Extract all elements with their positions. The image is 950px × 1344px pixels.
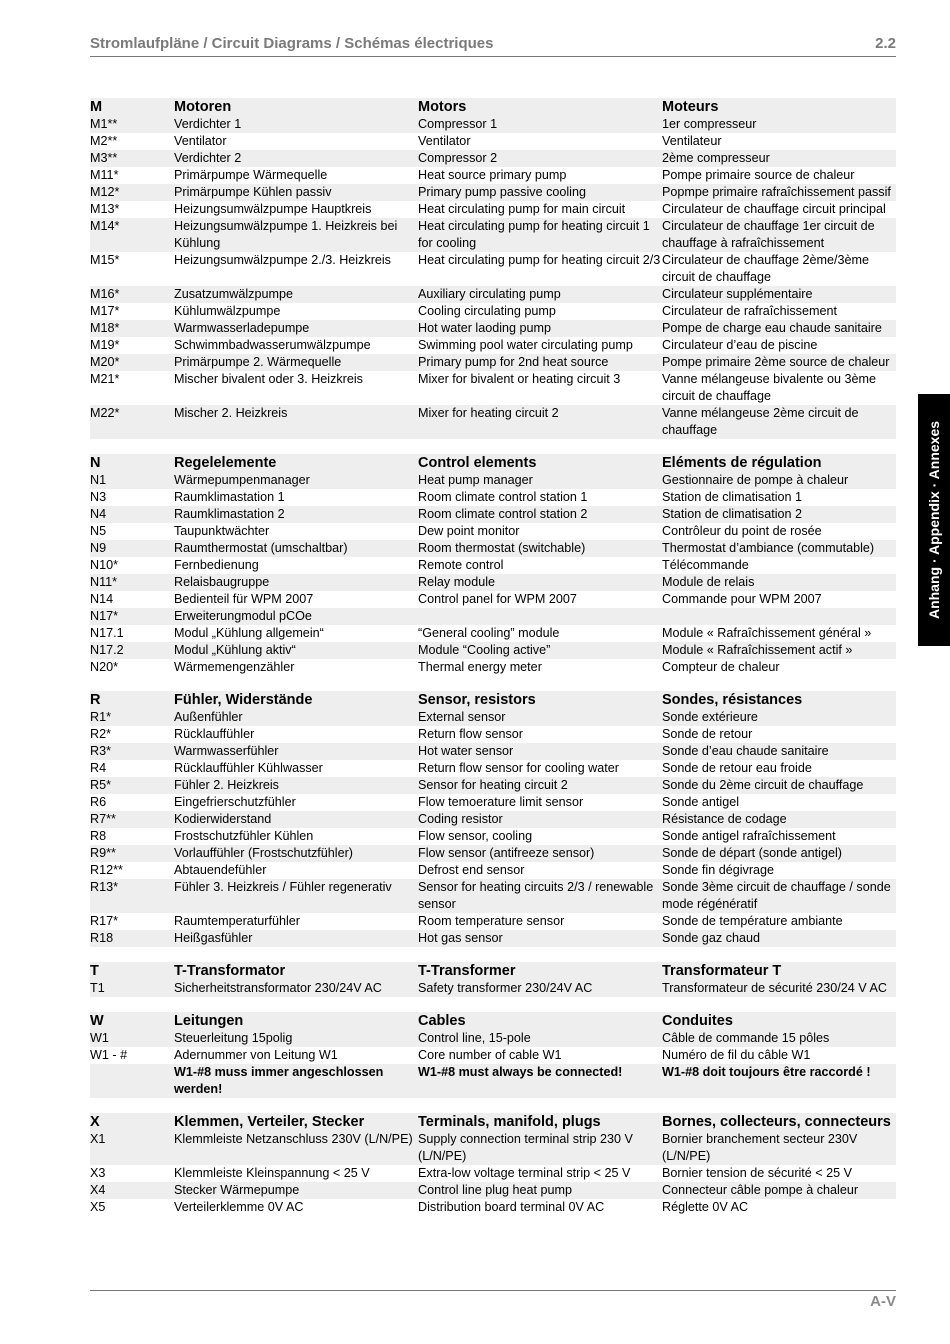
cell-french: Station de climatisation 2	[662, 507, 803, 521]
section-heading	[90, 691, 896, 709]
cell-french: Sonde antigel	[662, 795, 740, 809]
table-row	[90, 1182, 896, 1199]
cell-english: Primary pump for 2nd heat source	[418, 355, 609, 369]
table-row	[90, 150, 896, 167]
heading-designator: N	[90, 455, 101, 471]
cell-german: Verdichter 1	[174, 117, 242, 131]
table-row	[90, 828, 896, 845]
cell-designator: N9	[90, 541, 107, 555]
cell-designator: M13*	[90, 202, 120, 216]
table-row	[90, 557, 896, 574]
cell-french: Réglette 0V AC	[662, 1200, 749, 1214]
cell-french: 2ème compresseur	[662, 151, 770, 165]
cell-english: Flow temoerature limit sensor	[418, 795, 584, 809]
cell-german: Ventilator	[174, 134, 227, 148]
table-row	[90, 371, 896, 405]
cell-german: Heizungsumwälzpumpe Hauptkreis	[174, 202, 372, 216]
cell-german: Eingefrierschutzfühler	[174, 795, 296, 809]
table-row	[90, 1165, 896, 1182]
cell-french: Circulateur de rafraîchissement	[662, 304, 837, 318]
cell-french: Sonde fin dégivrage	[662, 863, 775, 877]
cell-designator: R4	[90, 761, 107, 775]
cell-french: Bornier tension de sécurité < 25 V	[662, 1166, 853, 1180]
table-row	[90, 133, 896, 150]
heading-designator: W	[90, 1013, 104, 1029]
cell-designator: R12**	[90, 863, 123, 877]
cell-designator: X4	[90, 1183, 106, 1197]
heading-english: T-Transformer	[418, 963, 516, 979]
cell-french: Pompe de charge eau chaude sanitaire	[662, 321, 882, 335]
table-row	[90, 642, 896, 659]
cell-designator: N3	[90, 490, 107, 504]
legend-table	[90, 98, 896, 1216]
cell-french: Sonde de départ (sonde antigel)	[662, 846, 842, 860]
table-row	[90, 506, 896, 523]
cell-english: W1-#8 must always be connected!	[418, 1065, 623, 1079]
section-r	[90, 691, 896, 947]
cell-french: Sonde gaz chaud	[662, 931, 761, 945]
heading-designator: R	[90, 692, 101, 708]
cell-german: Fühler 3. Heizkreis / Fühler regenerativ	[174, 880, 392, 894]
cell-french: Télécommande	[662, 558, 749, 572]
cell-french: Circulateur de chauffage circuit principal	[662, 202, 886, 216]
cell-designator: M20*	[90, 355, 120, 369]
table-row	[90, 523, 896, 540]
table-row	[90, 659, 896, 676]
footer-rule	[90, 1290, 896, 1291]
heading-german: Fühler, Widerstände	[174, 692, 313, 708]
cell-german: Warmwasserladepumpe	[174, 321, 310, 335]
cell-french: Transformateur de sécurité 230/24 V AC	[662, 981, 887, 995]
cell-german: Abtauendefühler	[174, 863, 267, 877]
cell-english: Auxiliary circulating pump	[418, 287, 561, 301]
cell-english: Control panel for WPM 2007	[418, 592, 577, 606]
heading-french: Moteurs	[662, 99, 719, 115]
cell-german: Sicherheitstransformator 230/24V AC	[174, 981, 382, 995]
table-row	[90, 726, 896, 743]
cell-designator: X5	[90, 1200, 106, 1214]
cell-german: Steuerleitung 15polig	[174, 1031, 293, 1045]
cell-french: Popmpe primaire rafraîchissement passif	[662, 185, 891, 199]
cell-german: Rücklauffühler Kühlwasser	[174, 761, 323, 775]
cell-english: Ventilator	[418, 134, 471, 148]
cell-english: External sensor	[418, 710, 506, 724]
cell-designator: M3**	[90, 151, 118, 165]
cell-english: Heat source primary pump	[418, 168, 567, 182]
table-row	[90, 574, 896, 591]
table-row	[90, 303, 896, 320]
table-row	[90, 320, 896, 337]
cell-designator: R18	[90, 931, 114, 945]
cell-french: Circulateur d’eau de piscine	[662, 338, 818, 352]
cell-german: Relaisbaugruppe	[174, 575, 270, 589]
section-number: 2.2	[875, 35, 896, 52]
cell-french: Sonde 3ème circuit de chauffage / sonde mode régénératif	[662, 880, 891, 911]
cell-french: Contrôleur du point de rosée	[662, 524, 822, 538]
heading-german: Klemmen, Verteiler, Stecker	[174, 1114, 365, 1130]
cell-english: Compressor 2	[418, 151, 498, 165]
table-row	[90, 845, 896, 862]
table-row	[90, 1047, 896, 1064]
cell-english: Mixer for bivalent or heating circuit 3	[418, 372, 621, 386]
cell-designator: M19*	[90, 338, 120, 352]
heading-english: Sensor, resistors	[418, 692, 536, 708]
table-row	[90, 218, 896, 252]
cell-english: Sensor for heating circuit 2	[418, 778, 568, 792]
cell-french: Sonde de température ambiante	[662, 914, 843, 928]
cell-french: Sonde de retour	[662, 727, 753, 741]
cell-french: Ventilateur	[662, 134, 722, 148]
heading-french: Sondes, résistances	[662, 692, 803, 708]
cell-designator: M14*	[90, 219, 120, 233]
cell-french: Vanne mélangeuse 2ème circuit de chauffage	[662, 406, 859, 437]
cell-designator: X1	[90, 1132, 106, 1146]
cell-german: W1-#8 muss immer angeschlossen werden!	[174, 1065, 384, 1096]
cell-english: Dew point monitor	[418, 524, 520, 538]
cell-english: Room temperature sensor	[418, 914, 565, 928]
cell-german: Kodierwiderstand	[174, 812, 272, 826]
cell-french: Module de relais	[662, 575, 755, 589]
cell-french: Sonde extérieure	[662, 710, 758, 724]
cell-german: Primärpumpe Wärmequelle	[174, 168, 328, 182]
cell-german: Zusatzumwälzpumpe	[174, 287, 293, 301]
side-tab-label: Anhang · Appendix · Annexes	[926, 420, 942, 620]
table-row	[90, 980, 896, 997]
cell-english: Flow sensor, cooling	[418, 829, 533, 843]
cell-german: Außenfühler	[174, 710, 243, 724]
cell-english: Coding resistor	[418, 812, 503, 826]
cell-english: Compressor 1	[418, 117, 498, 131]
table-row	[90, 472, 896, 489]
cell-english: Swimming pool water circulating pump	[418, 338, 633, 352]
cell-french: Station de climatisation 1	[662, 490, 803, 504]
cell-german: Klemmleiste Netzanschluss 230V (L/N/PE)	[174, 1132, 413, 1146]
cell-german: Heizungsumwälzpumpe 2./3. Heizkreis	[174, 253, 391, 267]
section-m	[90, 98, 896, 439]
cell-english: Cooling circulating pump	[418, 304, 556, 318]
heading-french: Conduites	[662, 1013, 733, 1029]
cell-english: Heat circulating pump for heating circuit 1 for cooling	[418, 219, 650, 250]
table-row	[90, 794, 896, 811]
cell-english: Heat pump manager	[418, 473, 533, 487]
heading-german: T-Transformator	[174, 963, 286, 979]
cell-german: Vorlauffühler (Frostschutzfühler)	[174, 846, 353, 860]
cell-english: Room climate control station 2	[418, 507, 588, 521]
section-heading	[90, 962, 896, 980]
table-row	[90, 201, 896, 218]
cell-german: Frostschutzfühler Kühlen	[174, 829, 314, 843]
cell-designator: N4	[90, 507, 107, 521]
cell-designator: N17*	[90, 609, 119, 623]
table-row	[90, 540, 896, 557]
cell-german: Warmwasserfühler	[174, 744, 279, 758]
table-row	[90, 608, 896, 625]
cell-english: Mixer for heating circuit 2	[418, 406, 559, 420]
cell-designator: R7**	[90, 812, 116, 826]
cell-english: Remote control	[418, 558, 504, 572]
cell-designator: M21*	[90, 372, 120, 386]
cell-german: Raumklimastation 1	[174, 490, 285, 504]
cell-english: Relay module	[418, 575, 496, 589]
cell-designator: N17.2	[90, 643, 124, 657]
cell-english: Distribution board terminal 0V AC	[418, 1200, 605, 1214]
cell-designator: N17.1	[90, 626, 124, 640]
table-row	[90, 913, 896, 930]
cell-designator: M12*	[90, 185, 120, 199]
cell-german: Wärmepumpenmanager	[174, 473, 310, 487]
cell-designator: R8	[90, 829, 107, 843]
cell-french: Câble de commande 15 pôles	[662, 1031, 830, 1045]
cell-english: Heat circulating pump for heating circuit 2/3	[418, 253, 661, 267]
table-row	[90, 489, 896, 506]
cell-designator: R6	[90, 795, 107, 809]
cell-german: Primärpumpe Kühlen passiv	[174, 185, 332, 199]
cell-english: Safety transformer 230/24V AC	[418, 981, 593, 995]
cell-german: Verdichter 2	[174, 151, 242, 165]
side-tab	[918, 394, 950, 646]
cell-english: Primary pump passive cooling	[418, 185, 586, 199]
table-row	[90, 862, 896, 879]
cell-designator: M1**	[90, 117, 118, 131]
cell-french: Module « Rafraîchissement actif »	[662, 643, 853, 657]
cell-english: Hot water laoding pump	[418, 321, 552, 335]
table-row	[90, 811, 896, 828]
cell-french: Bornier branchement secteur 230V (L/N/PE)	[662, 1132, 858, 1163]
table-row	[90, 879, 896, 913]
cell-french: Pompe primaire 2ème source de chaleur	[662, 355, 890, 369]
cell-german: Wärmemengenzähler	[174, 660, 295, 674]
cell-german: Verteilerklemme 0V AC	[174, 1200, 304, 1214]
cell-german: Klemmleiste Kleinspannung < 25 V	[174, 1166, 370, 1180]
cell-designator: W1 - #	[90, 1048, 128, 1062]
cell-french: Sonde d’eau chaude sanitaire	[662, 744, 829, 758]
cell-german: Raumklimastation 2	[174, 507, 285, 521]
heading-designator: M	[90, 99, 103, 115]
cell-english: Heat circulating pump for main circuit	[418, 202, 626, 216]
section-n	[90, 454, 896, 676]
heading-french: Bornes, collecteurs, connecteurs	[662, 1114, 891, 1130]
cell-german: Rücklauffühler	[174, 727, 255, 741]
cell-german: Fernbedienung	[174, 558, 259, 572]
table-row	[90, 777, 896, 794]
cell-english: Supply connection terminal strip 230 V (L/N/PE)	[418, 1132, 633, 1163]
cell-english: Return flow sensor for cooling water	[418, 761, 619, 775]
cell-german: Adernummer von Leitung W1	[174, 1048, 338, 1062]
section-x	[90, 1113, 896, 1216]
cell-english: Extra-low voltage terminal strip < 25 V	[418, 1166, 631, 1180]
section-heading	[90, 454, 896, 472]
cell-designator: N5	[90, 524, 107, 538]
cell-english: “General cooling” module	[418, 626, 560, 640]
cell-english: Defrost end sensor	[418, 863, 525, 877]
cell-german: Bedienteil für WPM 2007	[174, 592, 314, 606]
cell-designator: R9**	[90, 846, 116, 860]
cell-designator: R13*	[90, 880, 119, 894]
cell-designator: N10*	[90, 558, 119, 572]
heading-german: Motoren	[174, 99, 232, 115]
cell-designator: R5*	[90, 778, 111, 792]
cell-english: Sensor for heating circuits 2/3 / renewable sensor	[418, 880, 654, 911]
cell-designator: N11*	[90, 575, 118, 589]
section-heading	[90, 98, 896, 116]
cell-english: Hot gas sensor	[418, 931, 503, 945]
table-row	[90, 709, 896, 726]
cell-english: Return flow sensor	[418, 727, 523, 741]
table-row	[90, 337, 896, 354]
cell-designator: W1	[90, 1031, 109, 1045]
heading-french: Eléments de régulation	[662, 455, 822, 471]
cell-german: Heizungsumwälzpumpe 1. Heizkreis bei Kühlung	[174, 219, 398, 250]
cell-designator: M22*	[90, 406, 120, 420]
cell-french: Sonde de retour eau froide	[662, 761, 812, 775]
table-row	[90, 743, 896, 760]
cell-german: Primärpumpe 2. Wärmequelle	[174, 355, 342, 369]
table-row	[90, 1064, 896, 1098]
cell-designator: M11*	[90, 168, 119, 182]
cell-french: Sonde du 2ème circuit de chauffage	[662, 778, 864, 792]
heading-english: Control elements	[418, 455, 537, 471]
table-row	[90, 252, 896, 286]
table-row	[90, 1199, 896, 1216]
page-number: A-V	[870, 1293, 896, 1310]
cell-french: Thermostat d’ambiance (commutable)	[662, 541, 875, 555]
cell-french: Vanne mélangeuse bivalente ou 3ème circuit de chauffage	[662, 372, 877, 403]
table-row	[90, 1030, 896, 1047]
cell-french: Module « Rafraîchissement général »	[662, 626, 872, 640]
cell-french: Numéro de fil du câble W1	[662, 1048, 811, 1062]
heading-french: Transformateur T	[662, 963, 782, 979]
cell-french: Circulateur de chauffage 1er circuit de chauffage à rafraîchissement	[662, 219, 875, 250]
cell-french: Pompe primaire source de chaleur	[662, 168, 855, 182]
cell-french: 1er compresseur	[662, 117, 757, 131]
heading-english: Terminals, manifold, plugs	[418, 1114, 601, 1130]
table-row	[90, 591, 896, 608]
table-row	[90, 184, 896, 201]
cell-french: Circulateur de chauffage 2ème/3ème circuit de chauffage	[662, 253, 869, 284]
header-title: Stromlaufpläne / Circuit Diagrams / Schémas électriques	[90, 35, 494, 52]
cell-german: Taupunktwächter	[174, 524, 270, 538]
cell-designator: M15*	[90, 253, 120, 267]
table-row	[90, 760, 896, 777]
cell-designator: R3*	[90, 744, 111, 758]
table-row	[90, 116, 896, 133]
section-w	[90, 1012, 896, 1098]
cell-german: Modul „Kühlung aktiv“	[174, 643, 296, 657]
cell-german: Raumtemperaturfühler	[174, 914, 300, 928]
cell-english: Control line plug heat pump	[418, 1183, 573, 1197]
cell-english: Room thermostat (switchable)	[418, 541, 586, 555]
heading-english: Motors	[418, 99, 467, 115]
cell-english: Thermal energy meter	[418, 660, 542, 674]
table-row	[90, 625, 896, 642]
cell-german: Modul „Kühlung allgemein“	[174, 626, 324, 640]
heading-german: Regelelemente	[174, 455, 277, 471]
cell-english: Flow sensor (antifreeze sensor)	[418, 846, 595, 860]
section-heading	[90, 1012, 896, 1030]
cell-english: Hot water sensor	[418, 744, 514, 758]
cell-german: Fühler 2. Heizkreis	[174, 778, 279, 792]
cell-german: Mischer 2. Heizkreis	[174, 406, 288, 420]
cell-designator: T1	[90, 981, 105, 995]
cell-french: Résistance de codage	[662, 812, 787, 826]
cell-english: Room climate control station 1	[418, 490, 588, 504]
cell-designator: R1*	[90, 710, 111, 724]
page-header	[90, 34, 896, 57]
cell-german: Kühlumwälzpumpe	[174, 304, 281, 318]
heading-designator: T	[90, 963, 99, 979]
cell-german: Raumthermostat (umschaltbar)	[174, 541, 348, 555]
table-row	[90, 167, 896, 184]
cell-german: Erweiterungmodul pCOe	[174, 609, 312, 623]
cell-english: Module “Cooling active”	[418, 643, 551, 657]
heading-designator: X	[90, 1114, 100, 1130]
cell-designator: M17*	[90, 304, 120, 318]
cell-french: Gestionnaire de pompe à chaleur	[662, 473, 849, 487]
cell-french: Sonde antigel rafraîchissement	[662, 829, 836, 843]
cell-english: Control line, 15-pole	[418, 1031, 531, 1045]
cell-designator: R2*	[90, 727, 111, 741]
cell-french: Commande pour WPM 2007	[662, 592, 822, 606]
table-row	[90, 354, 896, 371]
table-row	[90, 405, 896, 439]
cell-french: Connecteur câble pompe à chaleur	[662, 1183, 859, 1197]
cell-german: Mischer bivalent oder 3. Heizkreis	[174, 372, 363, 386]
cell-designator: M18*	[90, 321, 120, 335]
section-heading	[90, 1113, 896, 1131]
cell-german: Heißgasfühler	[174, 931, 253, 945]
cell-french: Circulateur supplémentaire	[662, 287, 813, 301]
cell-designator: M2**	[90, 134, 118, 148]
section-t	[90, 962, 896, 997]
cell-designator: N14	[90, 592, 114, 606]
cell-french: W1-#8 doit toujours être raccordé !	[662, 1065, 871, 1079]
cell-designator: R17*	[90, 914, 119, 928]
cell-french: Compteur de chaleur	[662, 660, 780, 674]
cell-designator: X3	[90, 1166, 106, 1180]
cell-designator: N1	[90, 473, 107, 487]
cell-designator: M16*	[90, 287, 120, 301]
cell-designator: N20*	[90, 660, 119, 674]
table-row	[90, 286, 896, 303]
table-row	[90, 930, 896, 947]
cell-english: Core number of cable W1	[418, 1048, 562, 1062]
heading-english: Cables	[418, 1013, 466, 1029]
cell-german: Schwimmbadwasserumwälzpumpe	[174, 338, 371, 352]
heading-german: Leitungen	[174, 1013, 244, 1029]
cell-german: Stecker Wärmepumpe	[174, 1183, 300, 1197]
table-row	[90, 1131, 896, 1165]
